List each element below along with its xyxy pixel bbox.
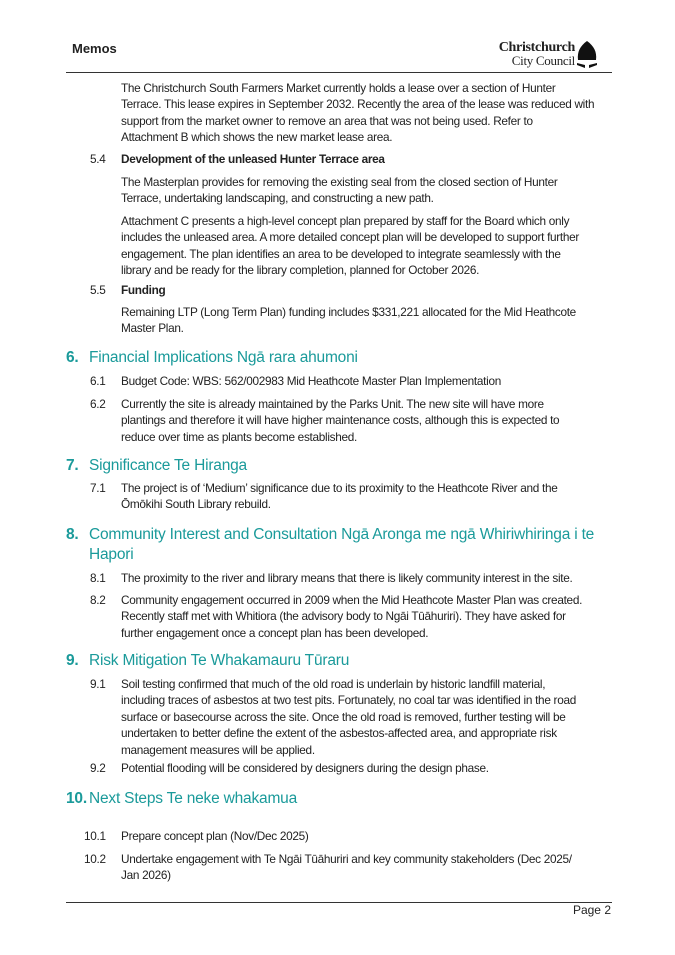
footer-rule (66, 902, 612, 903)
paragraph (121, 760, 489, 776)
heading-number: 6. (66, 349, 79, 366)
subsection-title: Development of the unleased Hunter Terrace area (121, 152, 385, 166)
heading-title: Financial Implications Ngā rara ahumoni (89, 349, 358, 366)
section-number: 5.5 (90, 283, 106, 297)
logo-line2: City Council (511, 53, 575, 68)
text-line: engagement. The plan identifies an area to be developed to integrate seamlessly with the (121, 246, 561, 261)
text-line: management measures will be applied. (121, 742, 315, 757)
text-line: plantings and therefore it will have higher maintenance costs, although this is expected to (121, 413, 560, 428)
header-rule (66, 72, 612, 73)
paragraph (121, 851, 572, 884)
paragraph (121, 480, 558, 513)
section-number: 8.2 (90, 593, 106, 607)
section-number: 6.1 (90, 374, 106, 388)
text-line: includes the unleased area. A more detailed concept plan will be developed to support further (121, 230, 580, 245)
text-line: The Christchurch South Farmers Market currently holds a lease over a section of Hunter (121, 81, 556, 95)
text-line: Ōmōkihi South Library rebuild. (121, 497, 271, 512)
section-number: 6.2 (90, 397, 106, 411)
section-number: 10.2 (84, 852, 106, 866)
text-line: further engagement once a concept plan has been developed. (121, 625, 429, 640)
heading-title: Community Interest and Consultation Ngā Aronga me ngā Whiriwhiringa i te (89, 526, 595, 543)
section-heading (66, 651, 349, 671)
text-line: library and be ready for the library completion, planned for October 2026. (121, 263, 480, 278)
section-number: 7.1 (90, 481, 106, 495)
text-line: The proximity to the river and library means that there is likely community interest in the site. (121, 571, 573, 585)
heading-title: Significance Te Hiranga (89, 457, 247, 474)
text-line: reduce over time as plants become established. (121, 429, 358, 444)
heading-number: 8. (66, 526, 79, 543)
paragraph (121, 828, 309, 844)
heading-title-cont: Hapori (89, 546, 134, 563)
heading-number: 9. (66, 652, 79, 669)
text-line: Undertake engagement with Te Ngāi Tūāhuriri and key community stakeholders (Dec 2025/ (121, 852, 572, 866)
heading-number: 10. (66, 790, 87, 807)
text-line: undertaken to better define the extent of the asbestos-affected area, and appropriate risk (121, 726, 557, 741)
logo-line1: Christchurch (498, 40, 575, 55)
section-heading (66, 348, 358, 368)
text-line: Attachment B which shows the new market lease area. (121, 130, 393, 145)
paragraph (121, 592, 582, 641)
text-line: Budget Code: WBS: 562/002983 Mid Heathcote Master Plan Implementation (121, 374, 501, 388)
text-line: Community engagement occurred in 2009 when the Mid Heathcote Master Plan was created. (121, 593, 583, 607)
text-line: Prepare concept plan (Nov/Dec 2025) (121, 829, 309, 843)
intro-paragraph (121, 80, 594, 146)
text-line: Recently staff met with Whitiora (the advisory body to Ngāi Tūāhuriri). They have asked for (121, 609, 566, 624)
section-number: 5.4 (90, 152, 106, 166)
heading-title: Risk Mitigation Te Whakamauru Tūraru (89, 652, 350, 669)
section-heading (66, 789, 297, 809)
subsection-title: Funding (121, 283, 166, 297)
page-number: Page 2 (572, 903, 611, 917)
cathedral-logo-icon (575, 40, 599, 70)
text-line: The project is of ‘Medium’ significance due to its proximity to the Heathcote River and the (121, 481, 558, 495)
paragraph (121, 570, 573, 586)
text-line: Soil testing confirmed that much of the old road is underlain by historic landfill material, (121, 677, 546, 691)
council-logo (497, 40, 607, 74)
paragraph (121, 304, 576, 337)
paragraph (121, 174, 558, 207)
text-line: Attachment C presents a high-level concept plan prepared by staff for the Board which only (121, 214, 570, 228)
header-title: Memos (72, 41, 117, 56)
section-heading (66, 456, 247, 476)
text-line: Currently the site is already maintained by the Parks Unit. The new site will have more (121, 397, 544, 411)
section-heading (66, 525, 594, 565)
text-line: The Masterplan provides for removing the existing seal from the closed section of Hunter (121, 175, 558, 189)
section-number: 9.1 (90, 677, 106, 691)
text-line: support from the market owner to remove an area that was not being used. Refer to (121, 113, 533, 128)
text-line: including traces of asbestos at two test pits. Fortunately, no coal tar was identified in the road (121, 693, 576, 708)
heading-title: Next Steps Te neke whakamua (89, 790, 297, 807)
text-line: Terrace, undertaking landscaping, and constructing a new path. (121, 191, 434, 206)
text-line: Jan 2026) (121, 868, 171, 883)
section-number: 8.1 (90, 571, 106, 585)
paragraph (121, 396, 559, 445)
text-line: Potential flooding will be considered by designers during the design phase. (121, 761, 489, 775)
paragraph (121, 676, 576, 758)
heading-number: 7. (66, 457, 79, 474)
paragraph (121, 213, 579, 279)
text-line: Remaining LTP (Long Term Plan) funding includes $331,221 allocated for the Mid Heathcote (121, 305, 576, 319)
section-number: 10.1 (84, 829, 106, 843)
section-number: 9.2 (90, 761, 106, 775)
text-line: surface or basecourse across the site. Once the old road is removed, further testing will be (121, 709, 566, 724)
text-line: Master Plan. (121, 321, 184, 336)
text-line: Terrace. This lease expires in September 2032. Recently the area of the lease was reduced with (121, 97, 595, 112)
paragraph (121, 373, 501, 389)
